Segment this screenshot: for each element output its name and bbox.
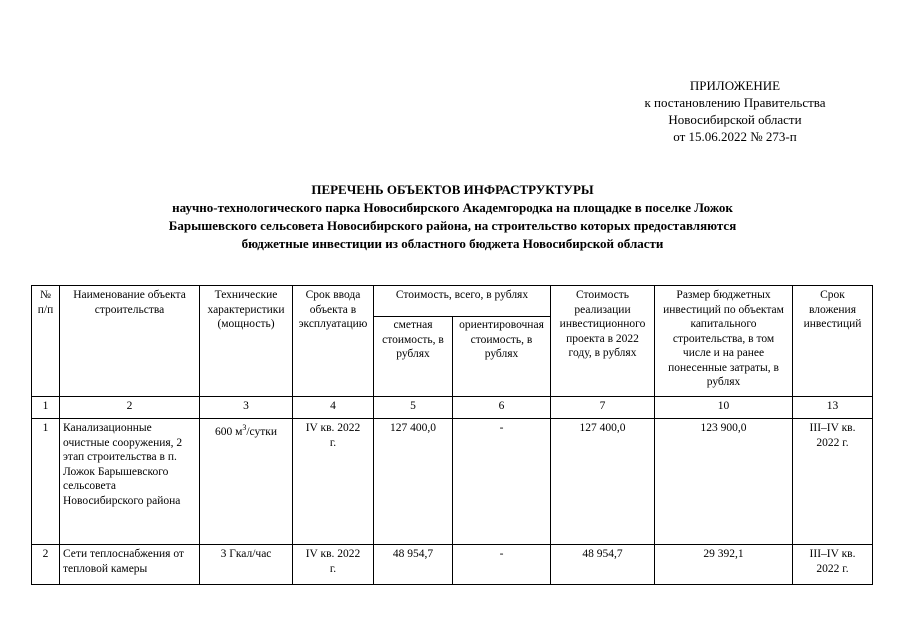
col-number: 3 — [200, 397, 293, 419]
col-number: 1 — [32, 397, 60, 419]
row-cost-estimate: 48 954,7 — [374, 545, 453, 585]
row-num: 1 — [32, 419, 60, 545]
header-budget: Размер бюджетных инвестиций по объектам капитального строительства, в том числе и на ранее понесенные затраты, в рублях — [655, 286, 793, 397]
row-name: Канализационные очистные сооружения, 2 этап строительства в п. Ложок Барышевского сельсовета Новосибирского района — [60, 419, 200, 545]
row-tech — [200, 545, 293, 585]
row-budget: 123 900,0 — [655, 419, 793, 545]
row-tech-sup: 3 — [242, 423, 247, 432]
row-invest-term — [793, 419, 873, 545]
appendix-block — [610, 77, 860, 145]
title-line-2: научно-технологического парка Новосибирского Академгородка на площадке в поселке Ложок — [172, 200, 733, 215]
header-num: № п/п — [32, 286, 60, 397]
header-cost-project: Стоимость реализации инвестиционного проекта в 2022 году, в рублях — [551, 286, 655, 397]
row-cost-project: 48 954,7 — [551, 545, 655, 585]
col-number: 4 — [293, 397, 374, 419]
row-cost-project: 127 400,0 — [551, 419, 655, 545]
title-line-3: Барышевского сельсовета Новосибирского района, на строительство которых предоставляются — [168, 218, 737, 233]
row-term-text: IV кв. 2022 г. — [305, 548, 361, 575]
row-tech — [200, 419, 293, 545]
title-line-4: бюджетные инвестиции из областного бюджета Новосибирской области — [241, 236, 664, 251]
col-number: 6 — [453, 397, 551, 419]
col-number: 10 — [655, 397, 793, 419]
header-term: Срок ввода объекта в эксплуатацию — [293, 286, 374, 397]
col-number: 2 — [60, 397, 200, 419]
table-row — [32, 419, 873, 545]
col-number: 7 — [551, 397, 655, 419]
header-cost-estimate: сметная стоимость, в рублях — [374, 317, 453, 397]
row-name: Сети теплоснабжения от тепловой камеры — [60, 545, 200, 585]
row-num: 2 — [32, 545, 60, 585]
row-tech-value: 600 м — [214, 425, 243, 438]
title-line-1: ПЕРЕЧЕНЬ ОБЪЕКТОВ ИНФРАСТРУКТУРЫ — [311, 182, 594, 197]
column-numbers-row — [32, 397, 873, 419]
appendix-line-2: к постановлению Правительства — [644, 95, 826, 110]
appendix-line-4: от 15.06.2022 № 273-п — [673, 129, 797, 144]
col-number: 13 — [793, 397, 873, 419]
row-tech-unit: /сутки — [246, 425, 278, 438]
header-invest-term: Срок вложения инвестиций — [793, 286, 873, 397]
row-cost-approx: - — [453, 419, 551, 545]
row-cost-estimate: 127 400,0 — [374, 419, 453, 545]
appendix-line-3: Новосибирской области — [668, 112, 802, 127]
table-row — [32, 545, 873, 585]
row-invest-term-text: III–IV кв. 2022 г. — [809, 422, 856, 449]
row-term — [293, 419, 374, 545]
row-term-text: IV кв. 2022 г. — [305, 422, 361, 449]
row-cost-approx: - — [453, 545, 551, 585]
row-term — [293, 545, 374, 585]
appendix-line-1: ПРИЛОЖЕНИЕ — [689, 78, 781, 93]
row-tech-value: 3 Гкал/час — [220, 548, 272, 560]
col-number: 5 — [374, 397, 453, 419]
header-cost-total: Стоимость, всего, в рублях — [374, 286, 551, 317]
header-name: Наименование объекта строительства — [60, 286, 200, 397]
row-invest-term-text: III–IV кв. 2022 г. — [809, 548, 856, 575]
document-title — [90, 181, 815, 253]
row-invest-term — [793, 545, 873, 585]
row-budget: 29 392,1 — [655, 545, 793, 585]
infrastructure-table — [31, 285, 873, 585]
header-tech: Технические характеристики (мощность) — [200, 286, 293, 397]
header-cost-approx: ориентировочная стоимость, в рублях — [453, 317, 551, 397]
